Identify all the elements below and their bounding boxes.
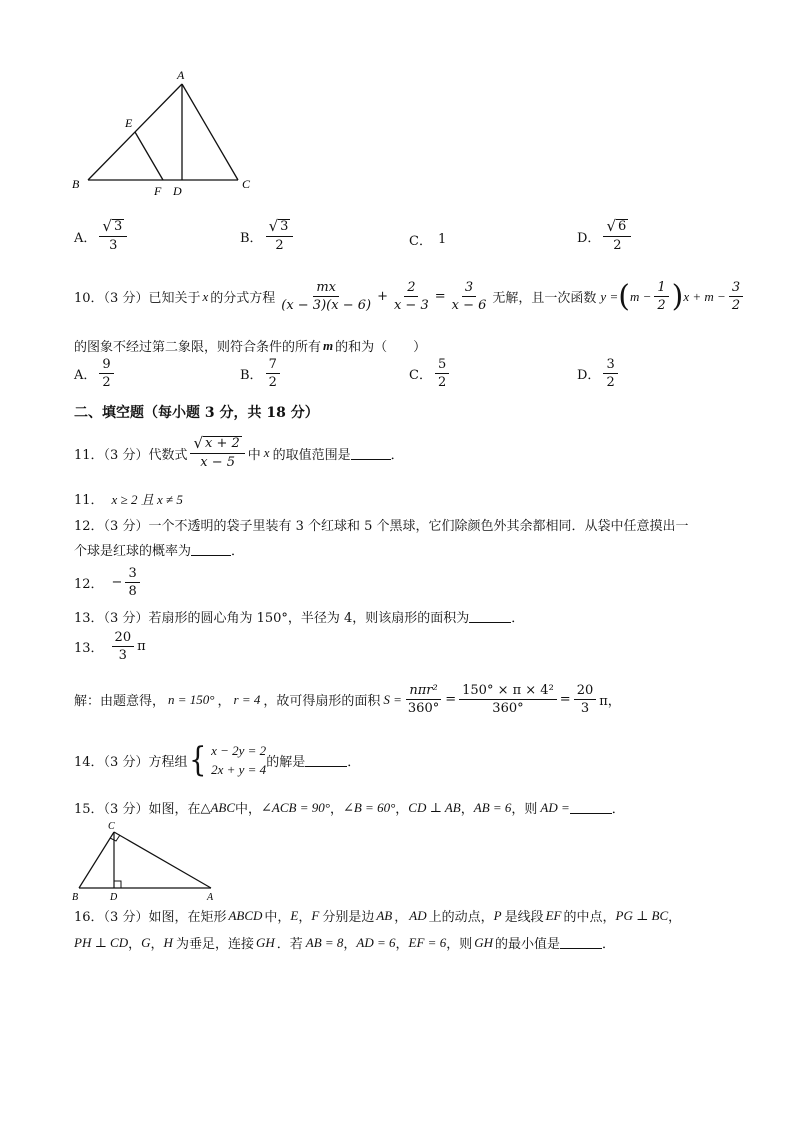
label-f: F: [154, 184, 162, 198]
label-d: D: [173, 184, 182, 198]
q16-line2: [74, 933, 615, 952]
q10-line1: [74, 280, 746, 313]
side-ad: AD: [409, 907, 427, 923]
x-plus-m-minus: x + m −: [683, 288, 726, 304]
equals: =: [434, 289, 446, 304]
condition-angle-acb: ∠ACB = 90°: [261, 799, 330, 815]
condition-perpendicular: CD ⊥ AB: [408, 799, 461, 815]
q14-prefix: 14．（3 分）方程组: [74, 754, 188, 770]
option-letter: B．: [240, 230, 263, 246]
condition-ad: AD = 6: [356, 934, 396, 950]
segment-bc: [79, 832, 114, 888]
minus-sign: −: [111, 575, 123, 590]
var-x: x: [263, 445, 270, 460]
y-equals: y =: [600, 288, 619, 304]
equation-1: x − 2y = 2: [211, 743, 267, 758]
q16-line1-f: 的中点，: [563, 910, 616, 925]
condition-ph: PH ⊥ CD: [74, 934, 129, 950]
answer-blank[interactable]: [560, 936, 602, 949]
segment-ef: EF: [545, 907, 562, 923]
triangle-figure-abc: [66, 64, 266, 199]
paren-open: (: [618, 278, 630, 314]
segment-ac: [182, 84, 238, 180]
radicand: 6: [618, 219, 627, 234]
plus: +: [377, 289, 388, 304]
option-letter: B．: [240, 368, 263, 383]
segment-gh: GH: [255, 934, 275, 950]
q11-suffix: 的取值范围是: [272, 447, 351, 463]
label-c: C: [108, 821, 115, 832]
q9-option-c[interactable]: [409, 230, 446, 249]
point-g: G: [141, 934, 151, 950]
q16-line2-f: 的最小值是: [495, 937, 561, 952]
denominator: 2: [275, 238, 284, 253]
sep: ，: [668, 910, 682, 925]
side-ab: AB: [376, 907, 393, 923]
sep: ，: [395, 937, 409, 952]
sep: ，: [298, 910, 312, 925]
radicand: 3: [113, 219, 123, 234]
ask-ad: AD =: [540, 799, 570, 815]
option-value: 1: [437, 232, 447, 247]
equation-2: 2x + y = 4: [211, 762, 267, 777]
fraction-substituted: $\frac{\text{150° × π × 4²}}{360^\circ}$: [459, 683, 557, 716]
sep: ，: [394, 910, 408, 925]
var-x: x: [202, 288, 209, 304]
triangle-figure-right: [70, 818, 230, 904]
paren-close: ): [671, 278, 684, 314]
answer-label: 11．: [74, 493, 104, 508]
answer-fraction: $\frac{3}{8}$: [125, 566, 139, 599]
q10-option-b[interactable]: [240, 357, 283, 390]
label-e: E: [125, 116, 133, 130]
segment-gh: GH: [474, 934, 493, 950]
q13-answer: [74, 630, 146, 663]
solution-mid: ，故可得扇形的面积: [263, 694, 381, 709]
answer-fraction: $\frac{20}{3}$: [112, 630, 135, 663]
sep: ，: [329, 802, 343, 817]
point-p: P: [493, 907, 502, 923]
q16-line1-b: 中，: [264, 910, 291, 925]
denominator: 3: [109, 238, 118, 253]
condition-pg: PG ⊥ BC: [615, 907, 669, 923]
q10-option-c[interactable]: [409, 357, 452, 390]
q15-prefix: 15．（3 分）如图，在: [74, 802, 201, 817]
option-letter: D．: [577, 230, 601, 246]
radicand: 3: [280, 219, 289, 234]
condition-ef: EF = 6: [408, 934, 447, 950]
q12-line2: [74, 540, 244, 559]
denominator: 2: [613, 238, 622, 253]
option-fraction: $\frac{3}{2}$: [603, 357, 617, 390]
q16-line1-d: 上的动点，: [428, 910, 494, 925]
q10-option-a[interactable]: [74, 357, 117, 390]
fraction-result: $\frac{20}{3}$: [574, 683, 597, 716]
q13-question: [74, 607, 524, 626]
option-fraction: $\frac{7}{2}$: [266, 357, 280, 390]
q10-option-d[interactable]: [577, 357, 621, 390]
condition-ab: AB = 6: [473, 799, 512, 815]
sep: ，: [217, 694, 231, 709]
answer-blank[interactable]: [305, 754, 347, 767]
sep: ，: [395, 802, 409, 817]
option-fraction: √ 6 2: [603, 219, 631, 253]
section-2-title: 二、填空题（每小题 3 分，共 18 分）: [74, 405, 319, 421]
q10-prefix: 10．（3 分）已知关于: [74, 291, 201, 306]
q16-line1-e: 是线段: [504, 910, 544, 925]
label-a: A: [177, 68, 185, 82]
right-angle-mark-d: [114, 881, 121, 888]
radicand: x + 2: [205, 436, 240, 451]
solution-r: r = 4: [233, 691, 261, 707]
q10-line2-a: 的图象不经过第二象限，则符合条件的所有: [74, 340, 322, 355]
label-b: B: [72, 892, 79, 903]
equals: =: [559, 692, 571, 707]
q10-mid: 的分式方程: [210, 291, 276, 306]
q16-line1-a: 16．（3 分）如图，在矩形: [74, 910, 227, 925]
q15-ze: ，则: [511, 802, 538, 817]
sep: ，: [150, 937, 164, 952]
q9-option-b[interactable]: [240, 219, 296, 253]
condition-ab: AB = 8: [305, 934, 344, 950]
option-fraction: √ 3 2: [266, 219, 294, 253]
q11-mid: 中: [247, 447, 261, 463]
condition-angle-b: ∠B = 60°: [342, 799, 396, 815]
point-f: F: [311, 907, 320, 923]
q15-zhong: 中，: [235, 802, 262, 817]
q13-text: 13．（3 分）若扇形的圆心角为 150°，半径为 4，则该扇形的面积为: [74, 611, 470, 626]
segment-ca: [114, 832, 211, 888]
period: ．: [611, 802, 625, 817]
option-fraction: $\frac{5}{2}$: [435, 357, 449, 390]
answer-blank[interactable]: [191, 543, 231, 556]
sep: ，: [128, 937, 142, 952]
q13-solution: [74, 683, 621, 716]
segment-ef: [135, 132, 163, 180]
q12-line1: 12．（3 分）一个不透明的袋子里装有 3 个红球和 5 个黑球，它们除颜色外其余都相同．从袋中任意摸出一: [74, 519, 689, 534]
q9-option-a[interactable]: [74, 219, 130, 253]
solution-n: n = 150°: [168, 691, 215, 707]
q9-option-d[interactable]: [577, 219, 634, 253]
q10-line2: [74, 336, 426, 355]
answer-label: 12．: [74, 577, 104, 592]
label-d: D: [110, 892, 118, 903]
denominator: x − 5: [200, 455, 235, 470]
equation-system: [211, 741, 266, 779]
point-h: H: [163, 934, 173, 950]
period: ．: [511, 611, 525, 626]
q11-answer: [74, 489, 183, 508]
label-a: A: [207, 892, 214, 903]
q16-line2-e: ，则: [446, 937, 473, 952]
option-letter: A．: [74, 230, 97, 246]
period: ．: [231, 544, 245, 559]
point-e: E: [290, 907, 299, 923]
q10-line2-b: 的和为（ ）: [335, 340, 427, 355]
fraction-2: $\frac{2}{x - 3}$: [393, 280, 429, 313]
fraction-mx: $\frac{mx}{(x - 3)(x - 6)}$: [281, 280, 372, 313]
option-letter: C．: [409, 368, 432, 383]
fraction-three-halves: $\frac{3}{2}$: [729, 280, 743, 313]
option-fraction: $\frac{9}{2}$: [99, 357, 113, 390]
period: ．: [602, 937, 616, 952]
fraction-sqrt: √ x + 2 x − 5: [190, 436, 244, 470]
q10-after: 无解，且一次函数: [492, 291, 597, 306]
period: ．: [390, 447, 404, 463]
fraction-formula: $\frac{\text{nπr²}}{360^\circ}$: [407, 683, 440, 716]
fraction-3: $\frac{3}{x - 6}$: [451, 280, 487, 313]
q11-prefix: 11．（3 分）代数式: [74, 447, 188, 463]
option-letter: A．: [74, 368, 97, 383]
answer-blank[interactable]: [351, 447, 391, 460]
q15-question: [74, 798, 625, 817]
q12-answer: [74, 566, 143, 599]
q14-question: [74, 741, 360, 779]
pi: π，: [599, 694, 621, 709]
triangle-abc: △ABC: [200, 799, 236, 815]
q11-question: [74, 436, 404, 470]
fraction-half: $\frac{1}{2}$: [654, 280, 668, 313]
period: ．: [347, 754, 361, 770]
answer-blank[interactable]: [469, 610, 511, 623]
label-b: B: [72, 177, 80, 191]
sep: ，: [460, 802, 474, 817]
rect-abcd: ABCD: [228, 907, 263, 923]
q16-line1: [74, 906, 681, 925]
q14-suffix: 的解是: [266, 754, 306, 770]
q16-line2-d: ．若: [276, 937, 303, 952]
label-c: C: [242, 177, 251, 191]
sep: ，: [343, 937, 357, 952]
option-letter: D．: [577, 368, 601, 383]
equals: =: [445, 692, 457, 707]
solution-prefix: 解：由题意得，: [74, 694, 166, 709]
q16-line1-c: 分别是边: [322, 910, 375, 925]
m-minus: m −: [629, 288, 652, 304]
option-fraction: √ 3 3: [99, 219, 127, 253]
var-m: m: [323, 337, 334, 353]
pi: π: [137, 639, 146, 654]
q16-line2-c: 为垂足，连接: [175, 937, 254, 952]
brace: {: [189, 740, 207, 780]
q12-line2-text: 个球是红球的概率为: [74, 544, 192, 559]
answer-blank[interactable]: [570, 801, 612, 814]
answer-label: 13．: [74, 641, 104, 656]
answer-text: x ≥ 2 且 x ≠ 5: [111, 492, 183, 507]
solution-s: S =: [383, 691, 402, 707]
option-letter: C．: [409, 234, 432, 249]
